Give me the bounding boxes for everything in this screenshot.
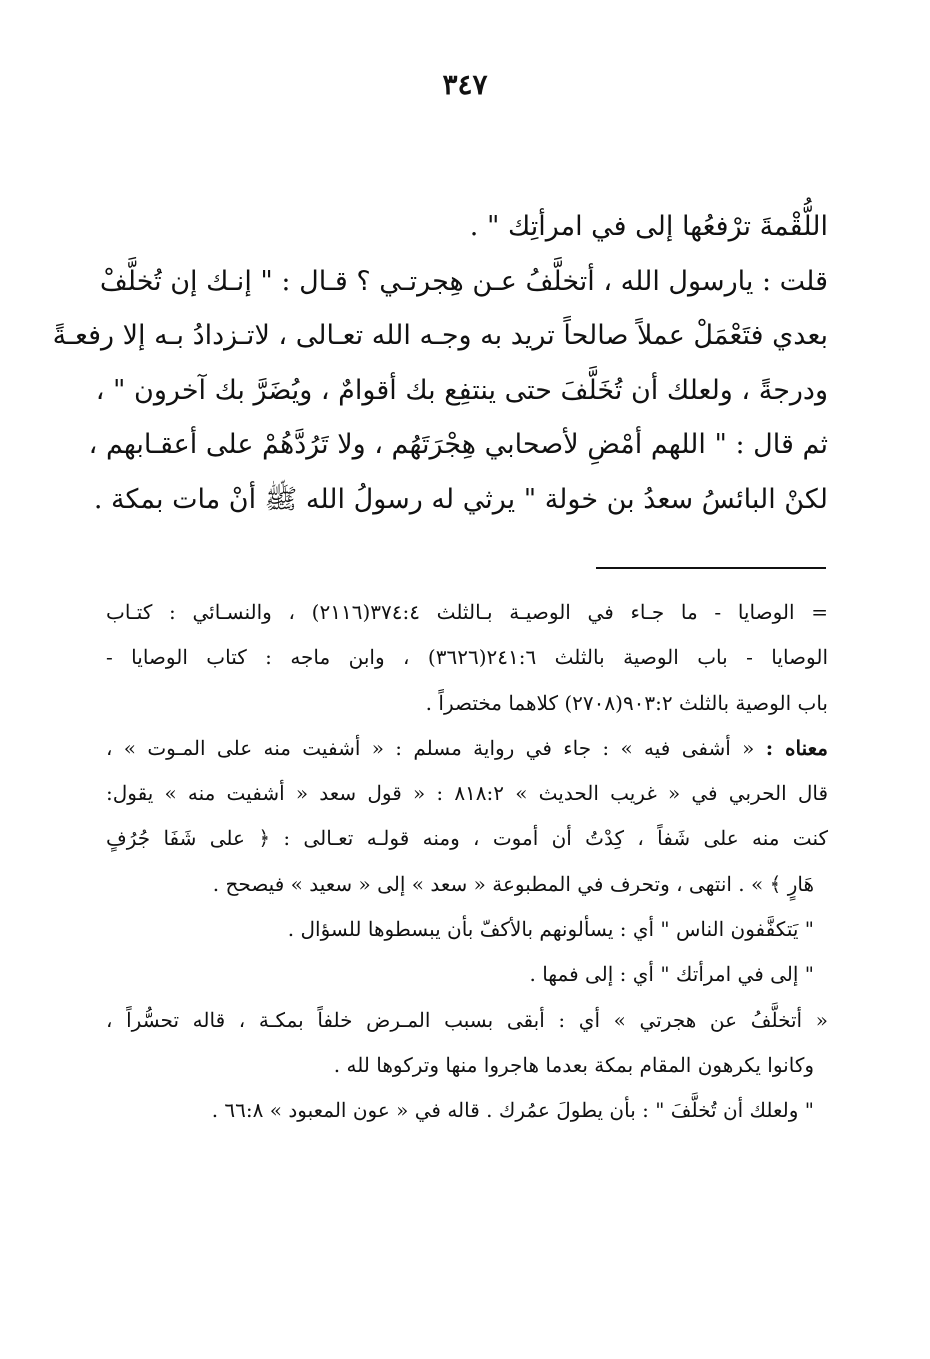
meaning-line: هَارٍ ﴾ » . انتهى ، وتحرف في المطبوعة « سعد » إلى « سعيد » فيصحح . [212, 871, 814, 896]
reference-line: = الوصايا - ما جـاء في الوصيـة بـالثلث ٣٧٤:٤(٢١١٦) ، والنسـائي : كتـاب [106, 600, 829, 624]
explanation-line: " يَتكفَّفون الناس " أي : يسألونهم بالأكفّ بأن يبسطوها للسؤال . [287, 917, 814, 942]
explanation-line: « أتخلَّفُ عن هجرتي » أي : أبقى بسبب المـرض خلفاً بمكـة ، قاله تحسُّراً ، [106, 1007, 828, 1032]
meaning-label: معناه : [765, 735, 828, 760]
explanation-line: وكانوا يكرهون المقام بمكة بعدما هاجروا منها وتركوها لله . [333, 1052, 814, 1077]
text-line: لكنْ البائسُ سعدُ بن خولة " يرثي له رسولُ الله ﷺ أنْ مات بمكة . [93, 483, 828, 515]
meaning-line: كنت منه على شَفاً ، كِدْتُ أن أموت ، ومنه قولـه تعـالى : ﴿ على شَفَا جُرُفٍ [106, 826, 828, 851]
meaning-line: قال الحربي في « غريب الحديث » ٨١٨:٢ : « قول سعد « أشفيت منه » يقول: [106, 781, 829, 806]
explanation-line: " ولعلك أن تُخلَّفَ " : بأن يطولَ عمُرك . قاله في « عون المعبود » ٦٦:٨ . [211, 1098, 814, 1123]
explanation-line: " إلى في امرأتك " أي : إلى فمها . [529, 962, 814, 987]
text-line: بعدي فتَعْمَلْ عملاً صالحاً تريد به وجـه الله تعـالى ، لاتـزدادُ بـه إلا رفعـةً [52, 320, 828, 351]
footnotes [106, 590, 828, 1134]
hadith-text [52, 200, 828, 527]
reference-line: باب الوصية بالثلث ٩٠٣:٢(٢٧٠٨) كلاهما مختصراً . [425, 690, 828, 715]
text-line: قلت : يارسول الله ، أتخلَّفُ عـن هِجرتـي ؟ قـال : " إنـك إن تُخلَّفْ [99, 265, 828, 297]
reference-line: الوصايا - باب الوصية بالثلث ٢٤١:٦(٣٦٢٦) ، وابن ماجه : كتاب الوصايا - [106, 645, 828, 670]
meaning-line [106, 726, 828, 771]
page-number: ٣٤٧ [442, 68, 488, 101]
footnote-divider [596, 567, 826, 569]
text-line: اللُّقْمةَ ترْفعُها إلى في امرأتِك " . [469, 211, 828, 242]
text-line: ثم قال : " اللهم أمْضِ لأصحابي هِجْرَتَهُم ، ولا تَرُدَّهُمْ على أعقـابهم ، [88, 429, 828, 460]
meaning-text: « أشفى فيه » : جاء في رواية مسلم : « أشفيت منه على المـوت » ، [106, 735, 755, 760]
text-line: ودرجةً ، ولعلك أن تُخَلَّفَ حتى ينتفِع بك أقوامٌ ، ويُضَرَّ بك آخرون " ، [95, 374, 828, 406]
